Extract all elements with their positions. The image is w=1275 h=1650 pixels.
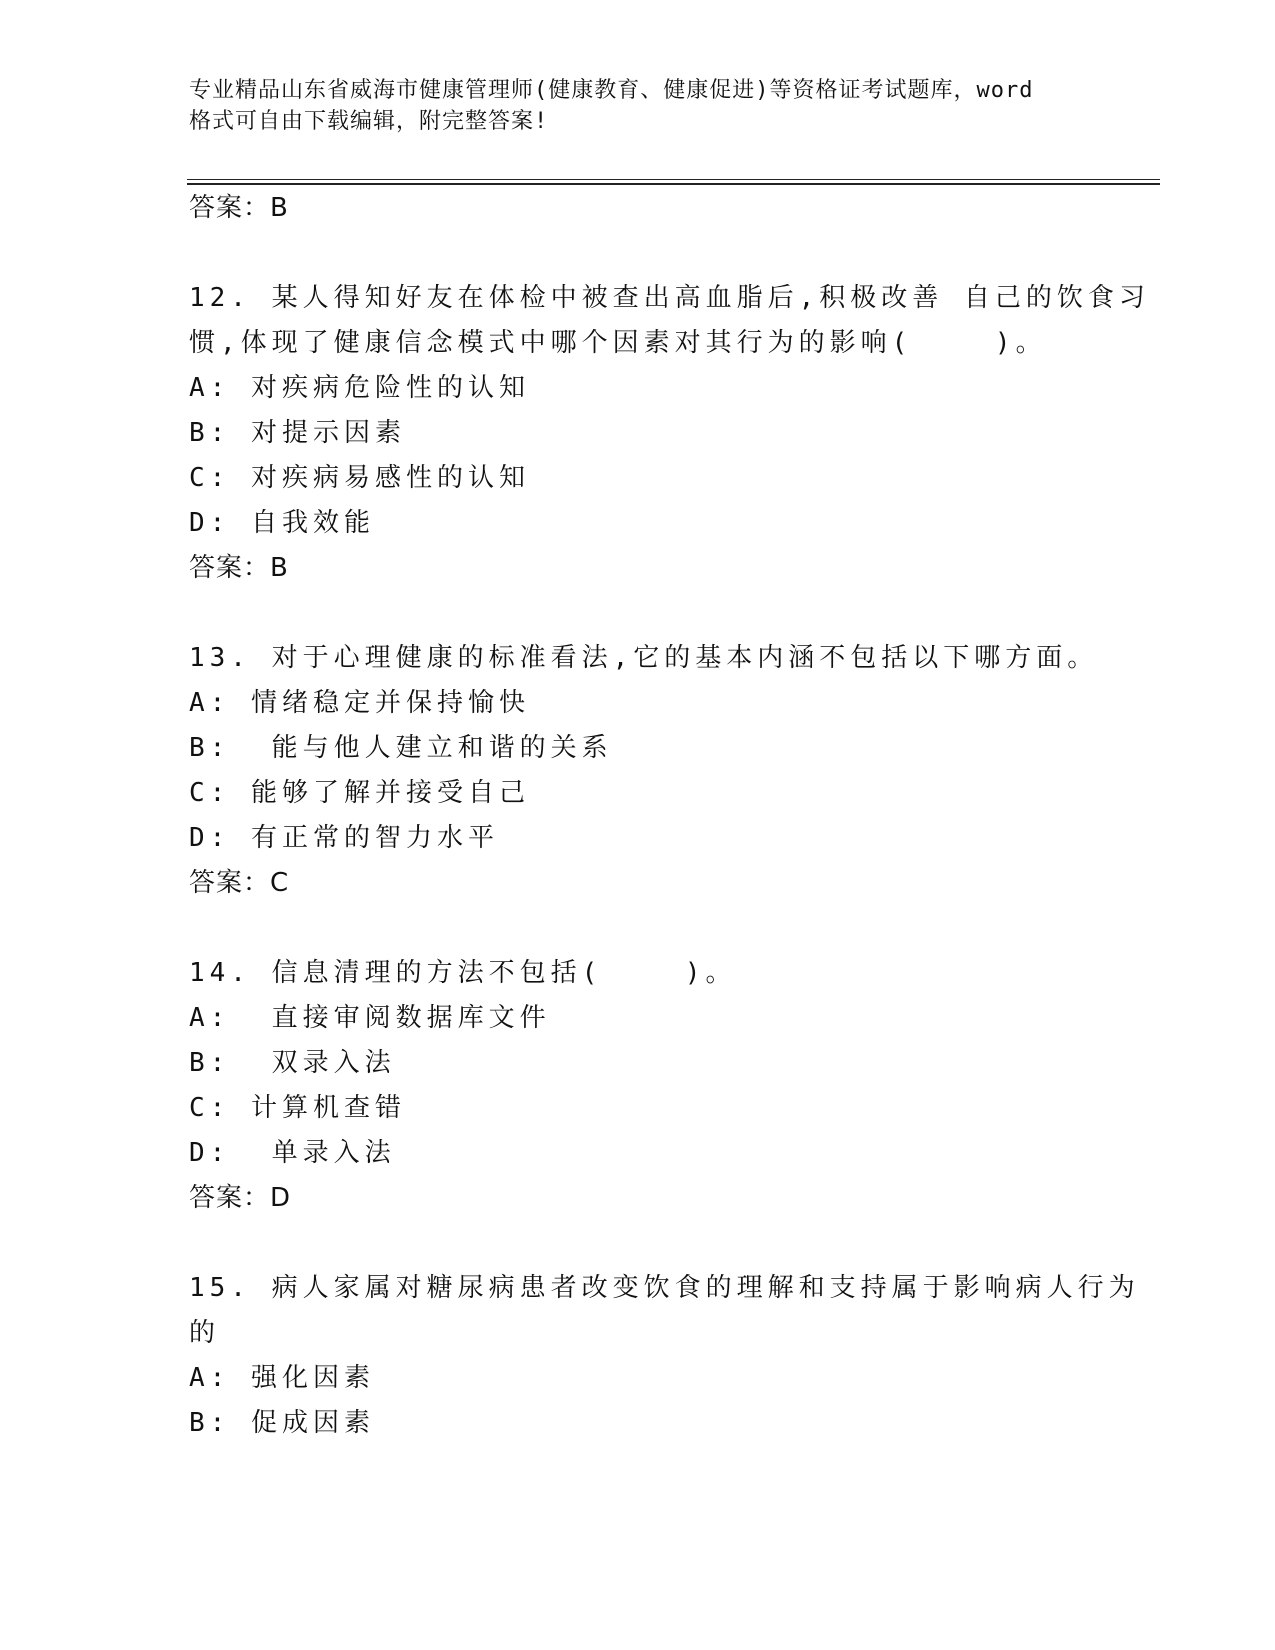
q13-option-c: C: 能够了解并接受自己 <box>189 778 530 808</box>
q14-option-b: B: 双录入法 <box>189 1048 396 1078</box>
header-rule-thick <box>187 183 1160 185</box>
q13-option-a: A: 情绪稳定并保持愉快 <box>189 688 530 718</box>
q13-stem-line-1: 13. 对于心理健康的标准看法,它的基本内涵不包括以下哪方面。 <box>189 643 1099 673</box>
q14-option-d: D: 单录入法 <box>189 1138 396 1168</box>
q12-option-c: C: 对疾病易感性的认知 <box>189 463 530 493</box>
q12-stem-line-2: 惯,体现了健康信念模式中哪个因素对其行为的影响( )。 <box>189 328 1047 358</box>
q15-stem-line-2: 的 <box>189 1318 221 1348</box>
q15-option-a: A: 强化因素 <box>189 1363 375 1393</box>
header-rule-thin <box>187 179 1160 180</box>
q12-option-d: D: 自我效能 <box>189 508 375 538</box>
header-line-2: 格式可自由下载编辑，附完整答案! <box>189 109 549 134</box>
q13-answer: 答案：C <box>189 868 290 898</box>
q12-answer: 答案：B <box>189 553 289 583</box>
q12-option-b: B: 对提示因素 <box>189 418 406 448</box>
q12-option-a: A: 对疾病危险性的认知 <box>189 373 530 403</box>
header-line-1: 专业精品山东省威海市健康管理师(健康教育、健康促进)等资格证考试题库，word <box>189 78 1034 103</box>
q14-option-c: C: 计算机查错 <box>189 1093 406 1123</box>
q14-answer: 答案：D <box>189 1183 292 1213</box>
q15-option-b: B: 促成因素 <box>189 1408 375 1438</box>
previous-answer: 答案：B <box>189 193 289 223</box>
q13-option-b: B: 能与他人建立和谐的关系 <box>189 733 613 763</box>
q12-stem-line-1: 12. 某人得知好友在体检中被查出高血脂后,积极改善 自己的饮食习 <box>189 283 1150 313</box>
document-header <box>189 75 1089 137</box>
q14-option-a: A: 直接审阅数据库文件 <box>189 1003 551 1033</box>
q15-stem-line-1: 15. 病人家属对糖尿病患者改变饮食的理解和支持属于影响病人行为 <box>189 1273 1140 1303</box>
q14-stem-line-1: 14. 信息清理的方法不包括( )。 <box>189 958 737 988</box>
q13-option-d: D: 有正常的智力水平 <box>189 823 499 853</box>
